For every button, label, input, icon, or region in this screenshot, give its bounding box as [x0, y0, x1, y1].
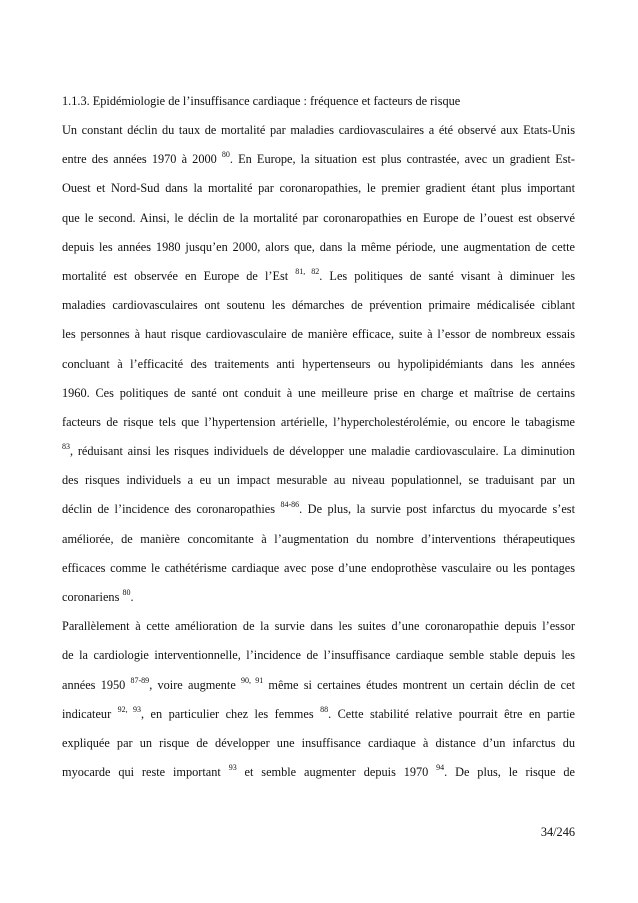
text-run: entre des années 1970 à 2000	[62, 152, 222, 167]
text-line	[62, 501, 575, 530]
text-run: mortalité est observée en Europe de l’Est	[62, 268, 296, 283]
text-line	[62, 385, 575, 414]
text-line	[62, 589, 575, 618]
text-run: .	[130, 590, 134, 604]
section-heading: 1.1.3. Epidémiologie de l’insuffisance cardiaque : fréquence et facteurs de risque	[62, 94, 461, 108]
text-line	[62, 268, 575, 297]
body-text	[62, 122, 575, 793]
text-run: efficaces comme le cathétérisme cardiaque avec pose d’une endoprothèse vasculaire ou les pontages	[62, 560, 575, 575]
text-run: coronariens	[62, 590, 123, 604]
document-page	[62, 0, 575, 903]
text-run: Ouest et Nord-Sud dans la mortalité par coronaropathies, le premier gradient étant plus important	[62, 181, 575, 196]
text-run: . En Europe, la situation est plus contrastée, avec un gradient Est-	[229, 152, 576, 167]
text-line	[62, 122, 575, 151]
text-line	[62, 239, 575, 268]
text-run: 1960. Ces politiques de santé ont conduit à une meilleure prise en charge et maîtrise de certains	[62, 385, 575, 400]
citation-reference: 92, 93	[117, 704, 142, 714]
text-run: que le second. Ainsi, le déclin de la mortalité par coronaropathies en Europe de l’ouest est observé	[62, 210, 575, 225]
text-line	[62, 735, 575, 764]
citation-reference: 93	[228, 763, 237, 773]
text-run: les personnes à haut risque cardiovasculaire de manière efficace, suite à l’essor de nombreux essais	[62, 327, 575, 342]
text-run: même si certaines études montrent un certain déclin de cet	[263, 677, 576, 692]
citation-reference: 81, 82	[295, 266, 320, 276]
text-line	[62, 326, 575, 355]
text-run: et semble augmenter depuis 1970	[236, 765, 437, 780]
text-line	[62, 180, 575, 209]
text-line	[62, 472, 575, 501]
text-run: des risques individuels a eu un impact mesurable au niveau populationnel, se traduisant par un	[62, 473, 575, 488]
text-run: expliquée par un risque de développer une insuffisance cardiaque à distance d’un infarctus du	[62, 735, 575, 750]
text-line	[62, 764, 575, 793]
text-run: . Cette stabilité relative pourrait être en partie	[328, 706, 576, 721]
text-run: . Les politiques de santé visant à diminuer les	[319, 268, 576, 283]
text-line	[62, 210, 575, 239]
text-run: indicateur	[62, 706, 118, 721]
text-line	[62, 560, 575, 589]
text-run: années 1950	[62, 677, 131, 692]
text-line	[62, 414, 575, 443]
text-run: concluant à l’efficacité des traitements anti hypertenseurs ou hypolipidémiants dans les années	[62, 356, 575, 371]
text-run: améliorée, de manière concomitante à l’augmentation du nombre d’interventions thérapeutiques	[62, 531, 575, 546]
text-run: , réduisant ainsi les risques individuels de développer une maladie cardiovasculaire. La diminution	[70, 444, 575, 459]
text-run: Un constant déclin du taux de mortalité par maladies cardiovasculaires a été observé aux Etats-Unis	[62, 123, 575, 137]
text-line	[62, 297, 575, 326]
text-line	[62, 531, 575, 560]
text-line	[62, 151, 575, 180]
text-run: de la cardiologie interventionnelle, l’incidence de l’insuffisance cardiaque semble stable depuis les	[62, 648, 575, 663]
text-run: déclin de l’incidence des coronaropathies	[62, 502, 281, 517]
citation-reference: 84-86	[280, 500, 300, 510]
citation-reference: 80	[122, 588, 131, 597]
text-run: , en particulier chez les femmes	[141, 706, 321, 721]
text-run: myocarde qui reste important	[62, 765, 229, 780]
text-run: Parallèlement à cette amélioration de la survie dans les suites d’une coronaropathie depuis l’essor	[62, 619, 575, 634]
text-line	[62, 677, 575, 706]
citation-reference: 88	[320, 704, 329, 714]
citation-reference: 87-89	[130, 675, 150, 685]
text-run: facteurs de risque tels que l’hypertension artérielle, l’hypercholestérolémie, ou encore le tabagisme	[62, 414, 575, 429]
text-line	[62, 618, 575, 647]
text-line	[62, 647, 575, 676]
text-run: maladies cardiovasculaires ont soutenu les démarches de prévention primaire médicalisée ciblant	[62, 298, 575, 313]
text-line	[62, 443, 575, 472]
citation-reference: 94	[436, 763, 445, 773]
text-line	[62, 356, 575, 385]
text-run: depuis les années 1980 jusqu’en 2000, alors que, dans la même période, une augmentation de cette	[62, 239, 575, 254]
text-line	[62, 706, 575, 735]
citation-reference: 80	[221, 150, 230, 160]
page-number: 34/246	[540, 825, 575, 839]
citation-reference: 90, 91	[241, 675, 264, 685]
text-run: , voire augmente	[149, 677, 242, 692]
citation-reference: 83	[62, 442, 70, 452]
text-run: . De plus, le risque de	[444, 765, 576, 780]
text-run: . De plus, la survie post infarctus du myocarde s’est	[299, 502, 575, 517]
